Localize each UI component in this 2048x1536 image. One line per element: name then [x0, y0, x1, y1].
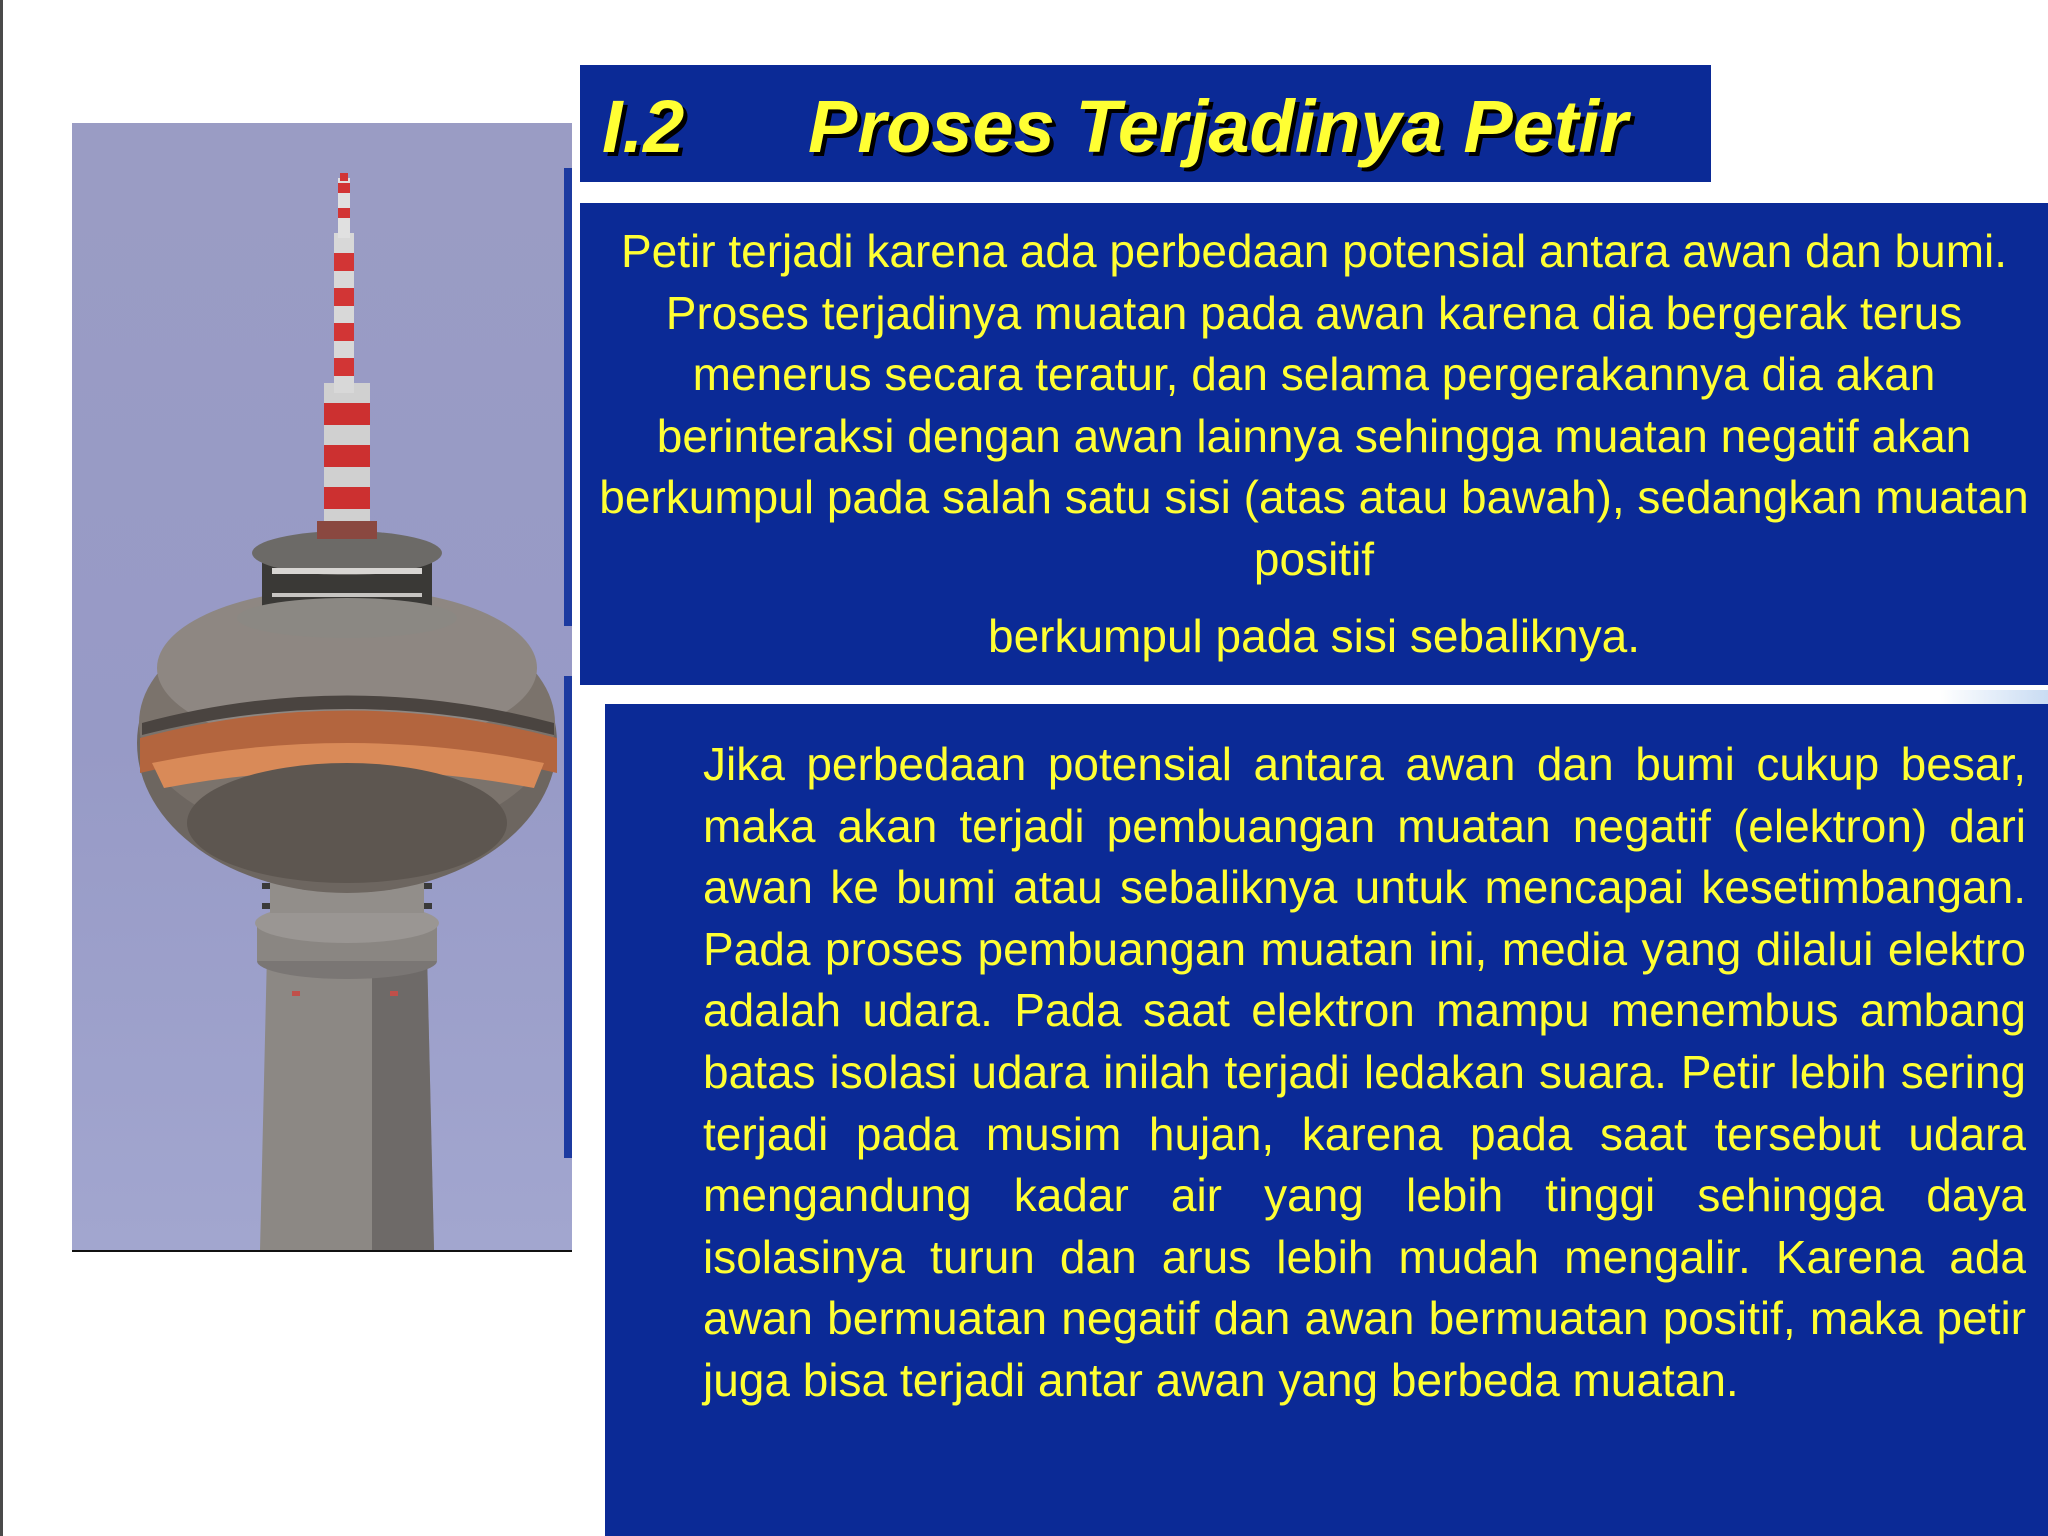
slide-left-edge: [0, 0, 3, 1536]
section-number: I.2: [602, 85, 685, 168]
accent-bar-upper: [564, 168, 572, 626]
detail-paragraph-box: [605, 704, 2048, 1536]
photo-baseline: [72, 1250, 572, 1252]
page-title: Proses Terjadinya Petir: [808, 85, 1628, 168]
detail-paragraph: Jika perbedaan potensial antara awan dan bumi cukup besar, maka akan terjadi pembuangan muatan negatif (elektron) dari awan ke bumi atau sebaliknya untuk mencapai kesetimbangan. Pada proses pembuangan muatan ini, media yang dilalui elektro adalah udara. Pada saat elektron mampu menembus ambang batas isolasi udara inilah terjadi ledakan suara. Petir lebih sering terjadi pada musim hujan, karena pada saat tersebut udara mengandung kadar air yang lebih tinggi sehingga daya isolasinya turun dan arus lebih mudah mengalir. Karena ada awan bermuatan negatif dan awan bermuatan positif, maka petir juga bisa terjadi antar awan yang berbeda muatan.: [703, 738, 2026, 1406]
tv-tower-photo: [72, 123, 572, 1250]
intro-paragraph-box: [580, 203, 2048, 685]
title-box: [580, 65, 1711, 182]
accent-bar-lower: [564, 676, 572, 1158]
intro-paragraph: Petir terjadi karena ada perbedaan potensial antara awan dan bumi. Proses terjadinya muatan pada awan karena dia bergerak terus menerus secara teratur, dan selama pergerakannya dia akan berinteraksi dengan awan lainnya sehingga muatan negatif akan berkumpul pada salah satu sisi (atas atau bawah), sedangkan muatan positif: [599, 225, 2029, 585]
intro-paragraph-last-line: berkumpul pada sisi sebaliknya.: [987, 610, 1641, 662]
